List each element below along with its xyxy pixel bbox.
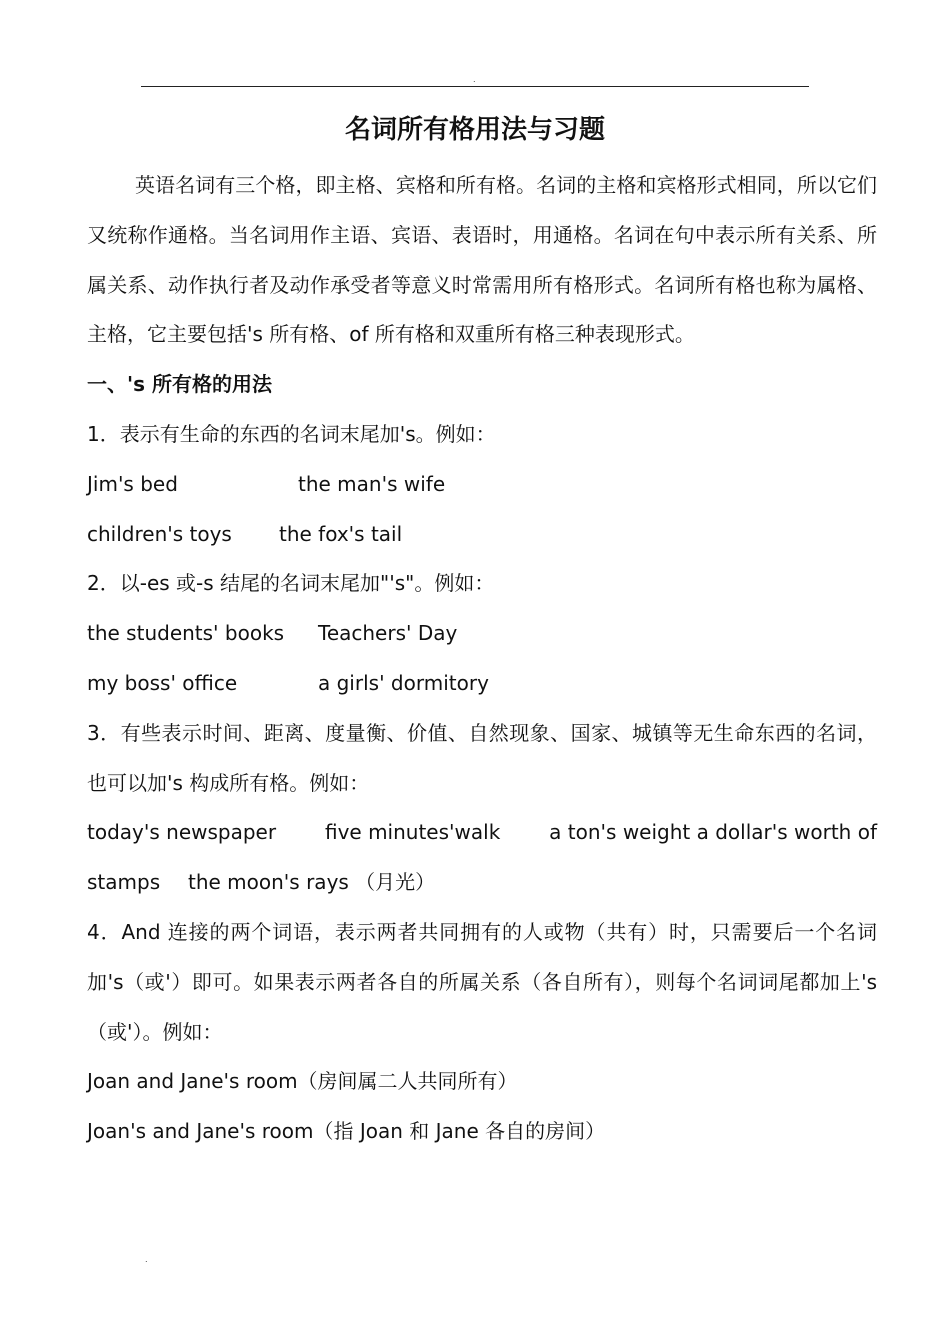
example-item: five minutes'walk xyxy=(324,820,501,845)
example-item: a girls' dormitory xyxy=(318,670,489,695)
example-item: the fox's tail xyxy=(279,521,403,546)
example-item: my boss' office xyxy=(87,670,238,695)
rule-3: 3．有些表示时间、距离、度量衡、价值、自然现象、国家、城镇等无生命东西的名词，也可以加's 构成所有格。例如： xyxy=(87,720,877,795)
page-title: 名词所有格用法与习题 xyxy=(344,115,605,145)
example-item: children's toys xyxy=(87,521,232,546)
example-item: stamps xyxy=(87,870,161,895)
example-row xyxy=(87,858,877,908)
section-heading-1: 一、's 所有格的用法 xyxy=(87,372,272,397)
example-item: the moon's rays （月光） xyxy=(188,870,436,895)
document-body xyxy=(87,161,877,1157)
example-line: Joan and Jane's room（房间属二人共同所有） xyxy=(87,1069,518,1094)
example-row xyxy=(87,609,877,659)
header-dot: . xyxy=(473,75,476,84)
rule-2: 2．以-es 或-s 结尾的名词末尾加"'s"。例如： xyxy=(87,571,495,596)
example-item: Jim's bed xyxy=(87,471,178,496)
example-row xyxy=(87,808,877,858)
example-row xyxy=(87,659,877,709)
example-row xyxy=(87,460,877,510)
header-rule xyxy=(141,86,809,87)
example-item: the students' books xyxy=(87,621,285,646)
example-item: the man's wife xyxy=(298,471,446,496)
rule-4: 4．And 连接的两个词语，表示两者共同拥有的人或物（共有）时，只需要后一个名词加's（或'）即可。如果表示两者各自的所属关系（各自所有），则每个名词词尾都加上's（或'）。例如： xyxy=(87,919,877,1044)
example-row xyxy=(87,510,877,560)
example-item: Teachers' Day xyxy=(318,621,458,646)
intro-paragraph: 英语名词有三个格，即主格、宾格和所有格。名词的主格和宾格形式相同，所以它们又统称作通格。当名词用作主语、宾语、表语时，用通格。名词在句中表示所有关系、所属关系、动作执行者及动作承受者等意义时常需用所有格形式。名词所有格也称为属格、主格，它主要包括's 所有格、of 所有格和双重所有格三种表现形式。 xyxy=(87,173,877,347)
rule-1: 1．表示有生命的东西的名词末尾加's。例如： xyxy=(87,421,496,446)
example-item: a ton's weight a dollar's worth of xyxy=(549,820,877,845)
footer-dot: . xyxy=(145,1255,148,1264)
example-item: today's newspaper xyxy=(87,820,277,845)
example-line: Joan's and Jane's room（指 Joan 和 Jane 各自的房间） xyxy=(87,1119,606,1144)
